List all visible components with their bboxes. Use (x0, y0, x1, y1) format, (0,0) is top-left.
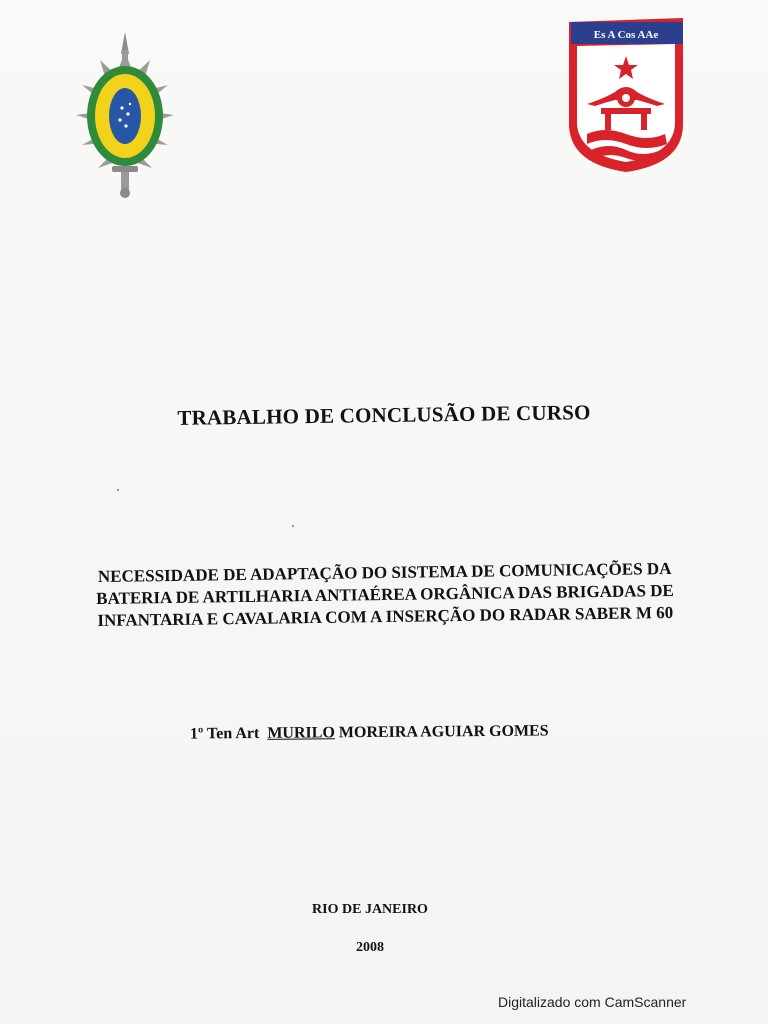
document-subtitle (40, 557, 731, 633)
subtitle-line: NECESSIDADE DE ADAPTAÇÃO DO SISTEMA DE COMUNICAÇÕES DA (97, 558, 672, 587)
subtitle-line: BATERIA DE ARTILHARIA ANTIAÉREA ORGÂNICA DAS BRIGADAS DE (96, 580, 674, 609)
brazilian-army-emblem-icon (70, 30, 180, 200)
scanner-watermark: Digitalizado com CamScanner (498, 994, 687, 1010)
scan-speck (292, 525, 294, 527)
subtitle-line: INFANTARIA E CAVALARIA COM A INSERÇÃO DO RADAR SABER M 60 (97, 602, 674, 631)
author-surname: MOREIRA AGUIAR GOMES (338, 722, 549, 742)
document-city: RIO DE JANEIRO (312, 902, 428, 917)
shield-banner-text: Es A Cos AAe (593, 29, 659, 41)
author-rank: 1º Ten Art (189, 724, 260, 743)
scan-speck (117, 489, 119, 491)
school-shield-emblem-icon (565, 14, 687, 176)
document-title: TRABALHO DE CONCLUSÃO DE CURSO (177, 400, 591, 430)
author-line (190, 722, 549, 743)
document-year: 2008 (356, 940, 384, 955)
author-first-name: MURILO (267, 724, 335, 742)
